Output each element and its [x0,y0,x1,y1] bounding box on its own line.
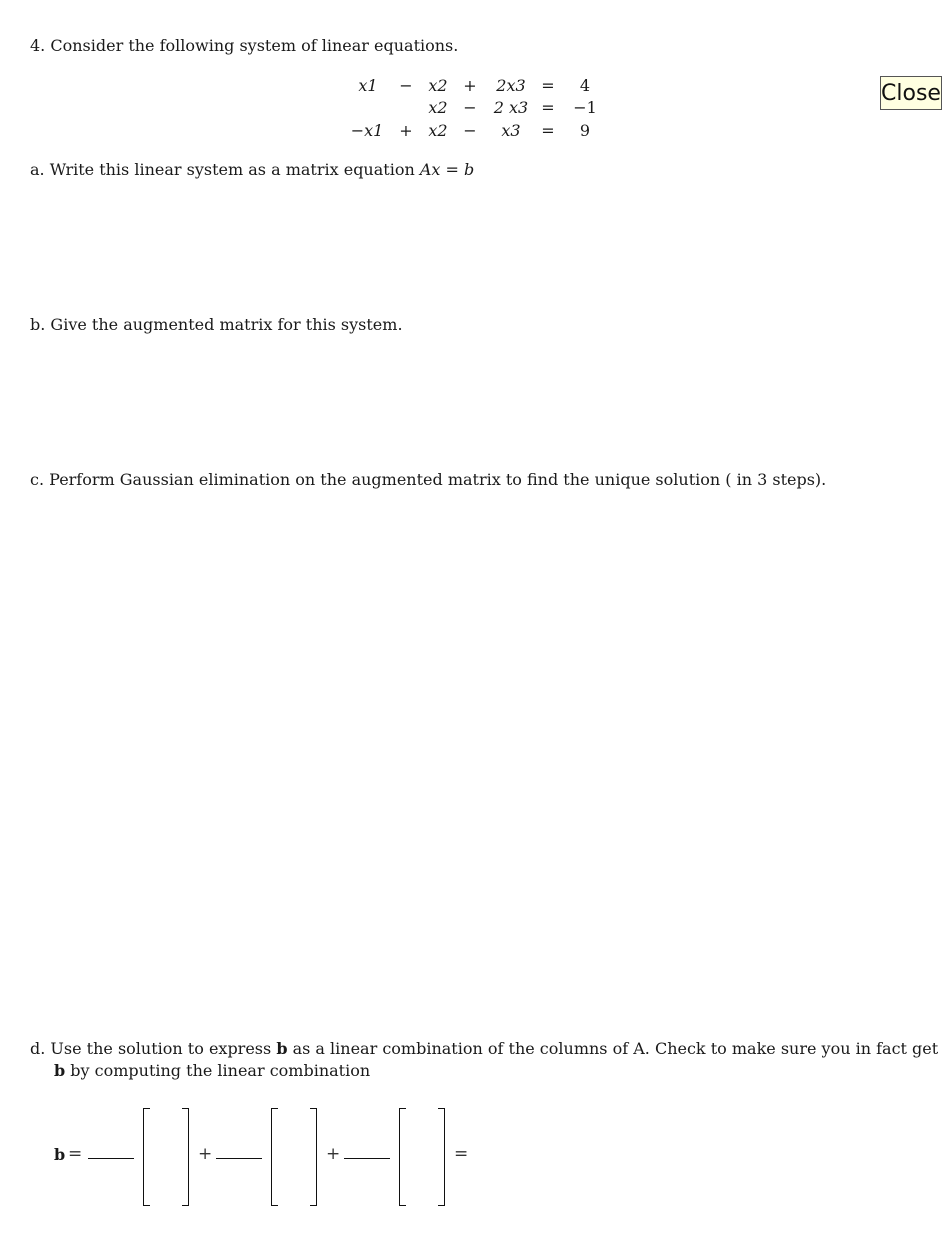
problem-header [30,36,458,55]
part-b-text: Give the augmented matrix for this system. [50,315,403,334]
eq-sign: = [541,121,555,140]
part-a [30,160,474,179]
eq-term: x2 [428,76,448,95]
part-d-text-post: as a linear combination of the columns of A. Check to make sure you in fact get [287,1039,939,1058]
eq-op: − [399,76,413,95]
eq-op: + [463,76,477,95]
eq-term: −x1 [350,121,384,140]
part-c-label: c. [30,470,45,489]
coefficient-blank-2[interactable] [216,1158,262,1159]
lhs-equals: = [68,1144,83,1164]
problem-number: 4. [30,36,46,55]
close-button[interactable]: Close [880,76,942,110]
eq-rhs: 9 [579,121,591,140]
part-c-text: Perform Gaussian elimination on the augmented matrix to find the unique solution ( in 3 steps). [49,470,827,489]
coefficient-blank-1[interactable] [88,1158,134,1159]
final-equals: = [454,1144,469,1164]
coefficient-blank-3[interactable] [344,1158,390,1159]
part-d-text-pre: Use the solution to express [50,1039,277,1058]
eq-term: x2 [428,98,448,117]
part-d-line1 [30,1039,938,1058]
eq-op: + [399,121,413,140]
part-d-label: d. [30,1039,46,1058]
vector-bracket-right [310,1108,317,1206]
eq-rhs: 4 [579,76,591,95]
eq-sign: = [541,76,555,95]
eq-rhs: −1 [573,98,597,117]
problem-intro: Consider the following system of linear equations. [50,36,459,55]
part-b [30,315,403,334]
part-a-label: a. [30,160,45,179]
eq-term: 2x3 [496,76,526,95]
part-d-bold-b2: b [54,1061,66,1080]
eq-op: − [463,121,477,140]
vector-bracket-right [438,1108,445,1206]
eq-sign: = [541,98,555,117]
eq-term: x2 [428,121,448,140]
eq-term: x3 [501,121,521,140]
plus-sign: + [198,1144,213,1164]
part-c [30,470,826,489]
part-d-bold-b: b [276,1039,288,1058]
vector-bracket-left [143,1108,150,1206]
part-d-text-line2: by computing the linear combination [65,1061,371,1080]
vector-bracket-left [399,1108,406,1206]
plus-sign: + [326,1144,341,1164]
part-b-label: b. [30,315,46,334]
eq-term: x1 [358,76,378,95]
vector-bracket-left [271,1108,278,1206]
eq-op: − [463,98,477,117]
eq-term: 2 x3 [493,98,529,117]
vector-bracket-right [182,1108,189,1206]
part-d-line2 [54,1061,370,1080]
lhs-b: b [54,1145,66,1164]
part-a-text: Write this linear system as a matrix equation [49,160,420,179]
part-a-math: Ax = b [419,160,475,179]
